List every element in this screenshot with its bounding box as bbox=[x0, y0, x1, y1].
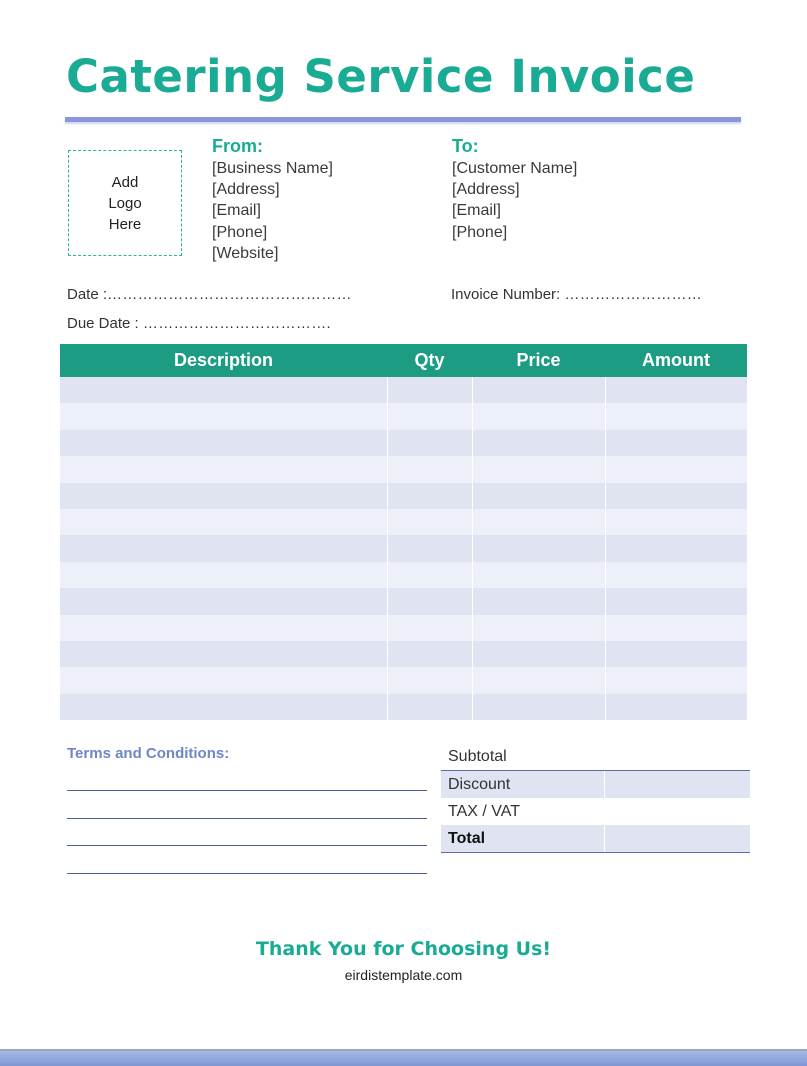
title-divider bbox=[65, 117, 741, 122]
from-block bbox=[212, 136, 333, 264]
qty-cell[interactable] bbox=[387, 694, 472, 720]
from-address[interactable]: [Address] bbox=[212, 181, 280, 199]
qty-cell[interactable] bbox=[387, 588, 472, 614]
amount-cell[interactable] bbox=[605, 667, 747, 693]
description-cell[interactable] bbox=[60, 667, 387, 693]
tax-label: TAX / VAT bbox=[448, 803, 521, 820]
price-cell[interactable] bbox=[472, 615, 605, 641]
price-cell[interactable] bbox=[472, 377, 605, 403]
amount-cell[interactable] bbox=[605, 456, 747, 482]
amount-cell[interactable] bbox=[605, 562, 747, 588]
table-row bbox=[60, 615, 747, 641]
qty-cell[interactable] bbox=[387, 535, 472, 561]
logo-placeholder[interactable] bbox=[68, 150, 182, 256]
table-row bbox=[60, 535, 747, 561]
amount-cell[interactable] bbox=[605, 403, 747, 429]
price-cell[interactable] bbox=[472, 588, 605, 614]
price-cell[interactable] bbox=[472, 509, 605, 535]
from-website[interactable]: [Website] bbox=[212, 244, 279, 262]
table-row bbox=[60, 694, 747, 720]
total-label: Total bbox=[441, 825, 604, 852]
tax-row bbox=[441, 798, 750, 825]
date-label: Date : bbox=[67, 286, 108, 303]
amount-cell[interactable] bbox=[605, 641, 747, 667]
due-date-field[interactable] bbox=[67, 315, 331, 332]
subtotal-label: Subtotal bbox=[448, 748, 507, 765]
price-cell[interactable] bbox=[472, 430, 605, 456]
items-body bbox=[60, 377, 747, 720]
description-cell[interactable] bbox=[60, 588, 387, 614]
items-table bbox=[60, 344, 747, 720]
description-cell[interactable] bbox=[60, 377, 387, 403]
invoice-number-value[interactable]: ……………………… bbox=[564, 286, 703, 303]
column-description: Description bbox=[60, 344, 387, 377]
amount-cell[interactable] bbox=[605, 535, 747, 561]
price-cell[interactable] bbox=[472, 483, 605, 509]
table-row bbox=[60, 403, 747, 429]
due-date-value[interactable]: ………………………………. bbox=[142, 315, 331, 332]
website-credit: eirdistemplate.com bbox=[344, 967, 463, 983]
date-value[interactable]: ………………………………………… bbox=[107, 286, 352, 303]
terms-line[interactable] bbox=[67, 873, 427, 874]
qty-cell[interactable] bbox=[387, 562, 472, 588]
table-row bbox=[60, 483, 747, 509]
description-cell[interactable] bbox=[60, 430, 387, 456]
qty-cell[interactable] bbox=[387, 641, 472, 667]
price-cell[interactable] bbox=[472, 562, 605, 588]
subtotal-row bbox=[441, 743, 750, 771]
description-cell[interactable] bbox=[60, 615, 387, 641]
to-phone[interactable]: [Phone] bbox=[452, 223, 508, 241]
to-customer-name[interactable]: [Customer Name] bbox=[452, 160, 578, 177]
page-bottom-bar bbox=[0, 1049, 807, 1066]
discount-value[interactable] bbox=[604, 771, 750, 798]
description-cell[interactable] bbox=[60, 509, 387, 535]
from-email[interactable]: [Email] bbox=[212, 202, 261, 220]
logo-placeholder-text: Add Logo Here bbox=[108, 173, 142, 233]
due-date-label: Due Date : bbox=[67, 315, 139, 332]
column-qty: Qty bbox=[387, 344, 472, 377]
amount-cell[interactable] bbox=[605, 509, 747, 535]
qty-cell[interactable] bbox=[387, 509, 472, 535]
amount-cell[interactable] bbox=[605, 430, 747, 456]
invoice-title: Catering Service Invoice bbox=[66, 50, 696, 103]
description-cell[interactable] bbox=[60, 641, 387, 667]
to-block bbox=[452, 136, 577, 243]
qty-cell[interactable] bbox=[387, 456, 472, 482]
description-cell[interactable] bbox=[60, 403, 387, 429]
discount-label: Discount bbox=[441, 771, 604, 798]
to-address[interactable]: [Address] bbox=[452, 181, 520, 199]
from-heading: From: bbox=[212, 136, 263, 156]
description-cell[interactable] bbox=[60, 483, 387, 509]
to-email[interactable]: [Email] bbox=[452, 202, 501, 220]
price-cell[interactable] bbox=[472, 641, 605, 667]
price-cell[interactable] bbox=[472, 667, 605, 693]
invoice-number-label: Invoice Number: bbox=[451, 286, 561, 303]
qty-cell[interactable] bbox=[387, 403, 472, 429]
from-business-name[interactable]: [Business Name] bbox=[212, 160, 333, 177]
table-row bbox=[60, 377, 747, 403]
totals-block bbox=[441, 743, 750, 853]
items-header-row bbox=[60, 344, 747, 377]
terms-heading: Terms and Conditions: bbox=[67, 745, 230, 762]
table-row bbox=[60, 562, 747, 588]
price-cell[interactable] bbox=[472, 456, 605, 482]
amount-cell[interactable] bbox=[605, 615, 747, 641]
discount-row bbox=[441, 771, 750, 798]
table-row bbox=[60, 641, 747, 667]
total-row bbox=[441, 825, 750, 853]
column-price: Price bbox=[472, 344, 605, 377]
description-cell[interactable] bbox=[60, 456, 387, 482]
terms-line[interactable] bbox=[67, 845, 427, 846]
thank-you-message: Thank You for Choosing Us! bbox=[255, 938, 552, 960]
qty-cell[interactable] bbox=[387, 430, 472, 456]
description-cell[interactable] bbox=[60, 694, 387, 720]
amount-cell[interactable] bbox=[605, 483, 747, 509]
terms-line[interactable] bbox=[67, 818, 427, 819]
subtotal-value[interactable] bbox=[604, 743, 750, 770]
description-cell[interactable] bbox=[60, 562, 387, 588]
tax-value[interactable] bbox=[604, 798, 750, 825]
qty-cell[interactable] bbox=[387, 377, 472, 403]
price-cell[interactable] bbox=[472, 403, 605, 429]
table-row bbox=[60, 588, 747, 614]
to-heading: To: bbox=[452, 136, 479, 156]
table-row bbox=[60, 456, 747, 482]
total-value[interactable] bbox=[604, 825, 750, 852]
qty-cell[interactable] bbox=[387, 483, 472, 509]
from-phone[interactable]: [Phone] bbox=[212, 223, 268, 241]
amount-cell[interactable] bbox=[605, 377, 747, 403]
invoice-number-field[interactable] bbox=[451, 286, 702, 303]
table-row bbox=[60, 667, 747, 693]
qty-cell[interactable] bbox=[387, 615, 472, 641]
column-amount: Amount bbox=[605, 344, 747, 377]
description-cell[interactable] bbox=[60, 535, 387, 561]
amount-cell[interactable] bbox=[605, 694, 747, 720]
amount-cell[interactable] bbox=[605, 588, 747, 614]
table-row bbox=[60, 509, 747, 535]
qty-cell[interactable] bbox=[387, 667, 472, 693]
price-cell[interactable] bbox=[472, 694, 605, 720]
date-field[interactable] bbox=[67, 286, 352, 303]
table-row bbox=[60, 430, 747, 456]
price-cell[interactable] bbox=[472, 535, 605, 561]
terms-line[interactable] bbox=[67, 790, 427, 791]
